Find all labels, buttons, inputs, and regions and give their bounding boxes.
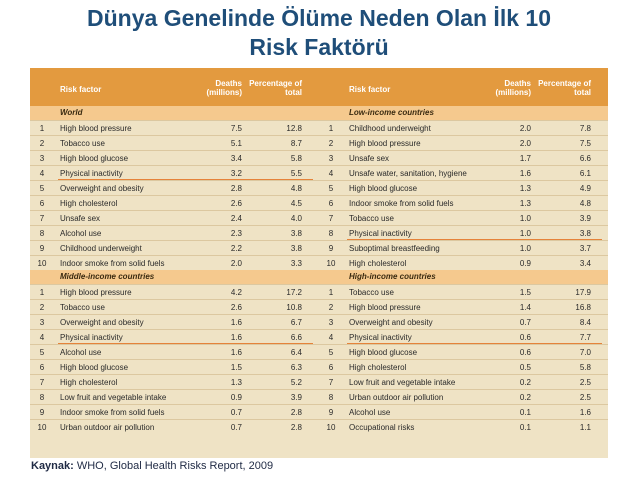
deaths-cell: 2.0 [519,124,531,133]
table-row [319,255,608,270]
rank-cell: 8 [328,229,334,238]
slide-title-line-2: Risk Faktörü [249,34,389,60]
rank-cell: 6 [328,199,334,208]
deaths-cell: 0.1 [519,408,531,417]
risk-factor-cell: Urban outdoor air pollution [60,423,155,432]
percentage-cell: 4.5 [290,199,302,208]
table-row [30,299,319,314]
table-row [319,120,608,135]
section-header [30,270,319,284]
percentage-cell: 6.1 [579,169,591,178]
rank-cell: 1 [328,288,334,297]
deaths-cell: 1.5 [230,363,242,372]
percentage-cell: 5.8 [290,154,302,163]
rank-cell: 6 [328,363,334,372]
rank-cell: 4 [39,169,45,178]
risk-factor-cell: High blood pressure [60,288,132,297]
percentage-cell: 3.9 [579,214,591,223]
slide-title [0,4,638,62]
rank-cell: 8 [328,393,334,402]
percentage-cell: 6.7 [290,318,302,327]
table-row [30,329,319,344]
table-row [319,195,608,210]
risk-factor-cell: High cholesterol [60,199,118,208]
table-row [30,419,319,434]
table-row [319,135,608,150]
source-label: Kaynak: [31,460,74,472]
table-row [319,359,608,374]
table-row [319,314,608,329]
risk-factor-cell: Alcohol use [60,348,102,357]
deaths-cell: 1.6 [230,348,242,357]
header-risk-factor: Risk factor [60,85,102,94]
table-row [319,404,608,419]
risk-factor-cell: High blood glucose [349,184,418,193]
risk-factor-cell: Unsafe sex [60,214,101,223]
percentage-cell: 4.8 [579,199,591,208]
table-header [319,68,608,106]
risk-factor-cell: Suboptimal breastfeeding [349,244,440,253]
risk-factor-cell: Indoor smoke from solid fuels [349,199,454,208]
section-header [319,270,608,284]
percentage-cell: 7.7 [579,333,591,342]
percentage-cell: 1.1 [579,423,591,432]
deaths-cell: 3.2 [230,169,242,178]
deaths-cell: 7.5 [230,124,242,133]
rank-cell: 10 [37,423,47,432]
table-row [30,165,319,180]
risk-factor-cell: Occupational risks [349,423,415,432]
percentage-cell: 3.8 [290,229,302,238]
risk-factor-cell: Overweight and obesity [349,318,433,327]
table-left-half [30,68,319,458]
risk-factor-cell: High cholesterol [60,378,118,387]
deaths-cell: 0.2 [519,378,531,387]
deaths-cell: 2.0 [230,259,242,268]
percentage-cell: 5.2 [290,378,302,387]
table-header [30,68,319,106]
percentage-cell: 12.8 [286,124,302,133]
table-row [30,255,319,270]
table-row [30,314,319,329]
deaths-cell: 1.6 [230,318,242,327]
table-row [319,150,608,165]
percentage-cell: 3.8 [579,229,591,238]
deaths-cell: 1.6 [230,333,242,342]
rank-cell: 9 [39,244,45,253]
source-text: WHO, Global Health Risks Report, 2009 [76,460,274,472]
rank-cell: 4 [328,169,334,178]
table-row [319,284,608,299]
percentage-cell: 4.9 [579,184,591,193]
section-title: Low-income countries [349,108,434,117]
deaths-cell: 2.6 [230,199,242,208]
deaths-cell: 0.7 [519,318,531,327]
percentage-cell: 2.5 [579,393,591,402]
rank-cell: 1 [328,124,334,133]
table-row [319,329,608,344]
table-row [30,150,319,165]
rank-cell: 4 [328,333,334,342]
slide-title-line-1: Dünya Genelinde Ölüme Neden Olan İlk 10 [87,5,551,31]
rank-cell: 9 [328,244,334,253]
table-row [319,240,608,255]
percentage-cell: 3.7 [579,244,591,253]
rank-cell: 7 [328,378,334,387]
rank-cell: 2 [328,303,334,312]
deaths-cell: 2.4 [230,214,242,223]
percentage-cell: 1.6 [579,408,591,417]
risk-factor-cell: Low fruit and vegetable intake [60,393,167,402]
deaths-cell: 1.7 [519,154,531,163]
table-row [319,419,608,434]
table-right-half [319,68,608,458]
table-row [30,374,319,389]
table-row [30,135,319,150]
risk-factor-cell: High blood glucose [60,154,129,163]
table-row [319,225,608,240]
deaths-cell: 0.2 [519,393,531,402]
rank-cell: 5 [39,184,45,193]
risk-factor-cell: Physical inactivity [60,169,123,178]
section-title: Middle-income countries [60,272,155,281]
percentage-cell: 7.8 [579,124,591,133]
risk-factor-cell: Urban outdoor air pollution [349,393,444,402]
table-row [319,389,608,404]
rank-cell: 1 [39,288,45,297]
source-note [31,460,273,472]
risk-factor-cell: High blood glucose [349,348,418,357]
rank-cell: 2 [328,139,334,148]
header-deaths: Deaths (millions) [495,79,531,97]
deaths-cell: 3.4 [230,154,242,163]
deaths-cell: 1.5 [519,288,531,297]
percentage-cell: 8.4 [579,318,591,327]
table-row [30,210,319,225]
rank-cell: 10 [37,259,47,268]
risk-factor-table [30,68,608,458]
table-row [30,195,319,210]
deaths-cell: 1.3 [519,184,531,193]
risk-factor-cell: Physical inactivity [349,333,412,342]
percentage-cell: 10.8 [286,303,302,312]
table-row [30,225,319,240]
table-row [30,120,319,135]
deaths-cell: 4.2 [230,288,242,297]
risk-factor-cell: Indoor smoke from solid fuels [60,408,165,417]
percentage-cell: 8.7 [290,139,302,148]
risk-factor-cell: High blood glucose [60,363,129,372]
percentage-cell: 6.6 [579,154,591,163]
table-row [30,180,319,195]
table-row [319,344,608,359]
deaths-cell: 2.2 [230,244,242,253]
deaths-cell: 1.0 [519,214,531,223]
table-row [30,240,319,255]
risk-factor-cell: Childhood underweight [60,244,142,253]
risk-factor-cell: Overweight and obesity [60,318,144,327]
table-row [30,284,319,299]
deaths-cell: 2.3 [230,229,242,238]
deaths-cell: 2.0 [519,139,531,148]
risk-factor-cell: High cholesterol [349,259,407,268]
rank-cell: 5 [328,348,334,357]
rank-cell: 2 [39,303,45,312]
percentage-cell: 5.8 [579,363,591,372]
deaths-cell: 1.6 [519,169,531,178]
deaths-cell: 0.6 [519,348,531,357]
risk-factor-cell: Physical inactivity [349,229,412,238]
percentage-cell: 6.6 [290,333,302,342]
section-title: World [60,108,83,117]
risk-factor-cell: Tobacco use [349,288,394,297]
risk-factor-cell: Tobacco use [60,139,105,148]
table-row [30,344,319,359]
rank-cell: 2 [39,139,45,148]
rank-cell: 4 [39,333,45,342]
table-row [319,180,608,195]
percentage-cell: 17.9 [575,288,591,297]
rank-cell: 9 [39,408,45,417]
percentage-cell: 4.8 [290,184,302,193]
risk-factor-cell: Tobacco use [349,214,394,223]
deaths-cell: 1.3 [230,378,242,387]
rank-cell: 8 [39,229,45,238]
rank-cell: 10 [326,259,336,268]
risk-factor-cell: Indoor smoke from solid fuels [60,259,165,268]
percentage-cell: 2.8 [290,423,302,432]
percentage-cell: 3.4 [579,259,591,268]
deaths-cell: 2.6 [230,303,242,312]
deaths-cell: 0.9 [230,393,242,402]
deaths-cell: 0.7 [230,408,242,417]
deaths-cell: 1.0 [519,229,531,238]
rank-cell: 3 [39,318,45,327]
percentage-cell: 3.8 [290,244,302,253]
rank-cell: 6 [39,199,45,208]
deaths-cell: 0.9 [519,259,531,268]
rank-cell: 3 [328,154,334,163]
risk-factor-cell: Physical inactivity [60,333,123,342]
risk-factor-cell: Overweight and obesity [60,184,144,193]
deaths-cell: 0.6 [519,333,531,342]
deaths-cell: 1.0 [519,244,531,253]
deaths-cell: 1.3 [519,199,531,208]
percentage-cell: 7.5 [579,139,591,148]
rank-cell: 7 [328,214,334,223]
table-row [30,404,319,419]
header-deaths: Deaths (millions) [206,79,242,97]
percentage-cell: 4.0 [290,214,302,223]
table-row [319,299,608,314]
risk-factor-cell: Childhood underweight [349,124,431,133]
rank-cell: 8 [39,393,45,402]
rank-cell: 9 [328,408,334,417]
percentage-cell: 16.8 [575,303,591,312]
rank-cell: 3 [39,154,45,163]
percentage-cell: 5.5 [290,169,302,178]
rank-cell: 7 [39,214,45,223]
rank-cell: 10 [326,423,336,432]
header-risk-factor: Risk factor [349,85,391,94]
deaths-cell: 0.7 [230,423,242,432]
percentage-cell: 6.4 [290,348,302,357]
deaths-cell: 5.1 [230,139,242,148]
table-row [319,165,608,180]
table-row [30,389,319,404]
risk-factor-cell: Unsafe water, sanitation, hygiene [349,169,467,178]
rank-cell: 3 [328,318,334,327]
deaths-cell: 0.1 [519,423,531,432]
percentage-cell: 3.3 [290,259,302,268]
risk-factor-cell: Tobacco use [60,303,105,312]
table-row [30,359,319,374]
percentage-cell: 6.3 [290,363,302,372]
risk-factor-cell: Alcohol use [60,229,102,238]
rank-cell: 6 [39,363,45,372]
risk-factor-cell: High cholesterol [349,363,407,372]
header-percentage: Percentage of total [249,79,302,97]
percentage-cell: 3.9 [290,393,302,402]
section-title: High-income countries [349,272,436,281]
section-header [30,106,319,120]
rank-cell: 5 [328,184,334,193]
risk-factor-cell: Unsafe sex [349,154,390,163]
percentage-cell: 2.5 [579,378,591,387]
risk-factor-cell: High blood pressure [349,303,421,312]
risk-factor-cell: High blood pressure [60,124,132,133]
rank-cell: 7 [39,378,45,387]
table-row [319,210,608,225]
rank-cell: 1 [39,124,45,133]
percentage-cell: 17.2 [286,288,302,297]
table-row [319,374,608,389]
deaths-cell: 2.8 [230,184,242,193]
risk-factor-cell: Alcohol use [349,408,391,417]
risk-factor-cell: High blood pressure [349,139,421,148]
section-header [319,106,608,120]
rank-cell: 5 [39,348,45,357]
risk-factor-cell: Low fruit and vegetable intake [349,378,456,387]
percentage-cell: 2.8 [290,408,302,417]
percentage-cell: 7.0 [579,348,591,357]
deaths-cell: 1.4 [519,303,531,312]
deaths-cell: 0.5 [519,363,531,372]
header-percentage: Percentage of total [538,79,591,97]
